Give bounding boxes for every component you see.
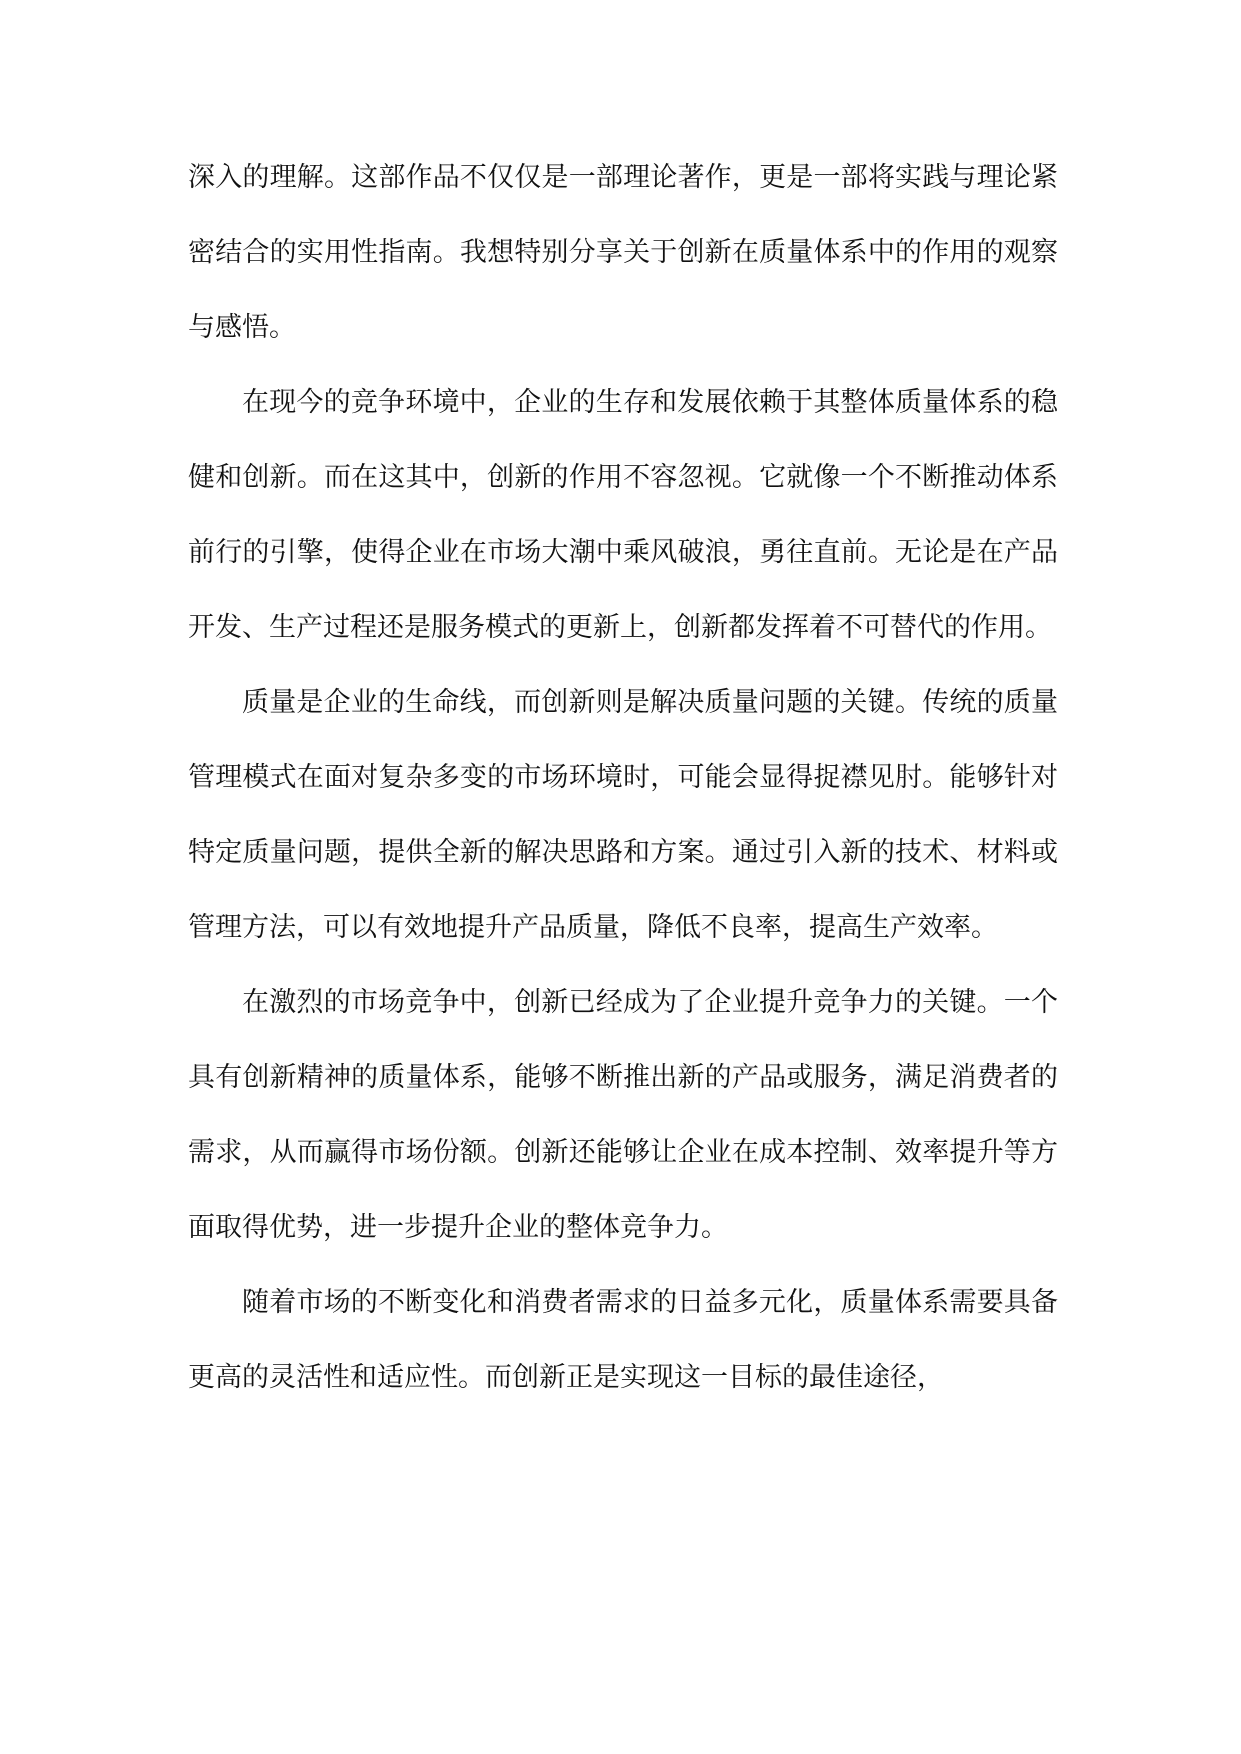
body-text [188,140,1058,1415]
paragraph-2: 在现今的竞争环境中，企业的生存和发展依赖于其整体质量体系的稳健和创新。而在这其中，创新的作用不容忽视。它就像一个不断推动体系前行的引擎，使得企业在市场大潮中乘风破浪，勇往直前。无论是在产品开发、生产过程还是服务模式的更新上，创新都发挥着不可替代的作用。 [188,387,1058,643]
paragraph-1: 深入的理解。这部作品不仅仅是一部理论著作，更是一部将实践与理论紧密结合的实用性指南。我想特别分享关于创新在质量体系中的作用的观察与感悟。 [188,162,1058,343]
paragraph-4: 在激烈的市场竞争中，创新已经成为了企业提升竞争力的关键。一个具有创新精神的质量体系，能够不断推出新的产品或服务，满足消费者的需求，从而赢得市场份额。创新还能够让企业在成本控制、效率提升等方面取得优势，进一步提升企业的整体竞争力。 [188,987,1058,1243]
paragraph-3: 质量是企业的生命线，而创新则是解决质量问题的关键。传统的质量管理模式在面对复杂多变的市场环境时，可能会显得捉襟见肘。能够针对特定质量问题，提供全新的解决思路和方案。通过引入新的技术、材料或管理方法，可以有效地提升产品质量，降低不良率，提高生产效率。 [188,687,1058,943]
paragraph-5: 随着市场的不断变化和消费者需求的日益多元化，质量体系需要具备更高的灵活性和适应性。而创新正是实现这一目标的最佳途径， [188,1287,1058,1393]
